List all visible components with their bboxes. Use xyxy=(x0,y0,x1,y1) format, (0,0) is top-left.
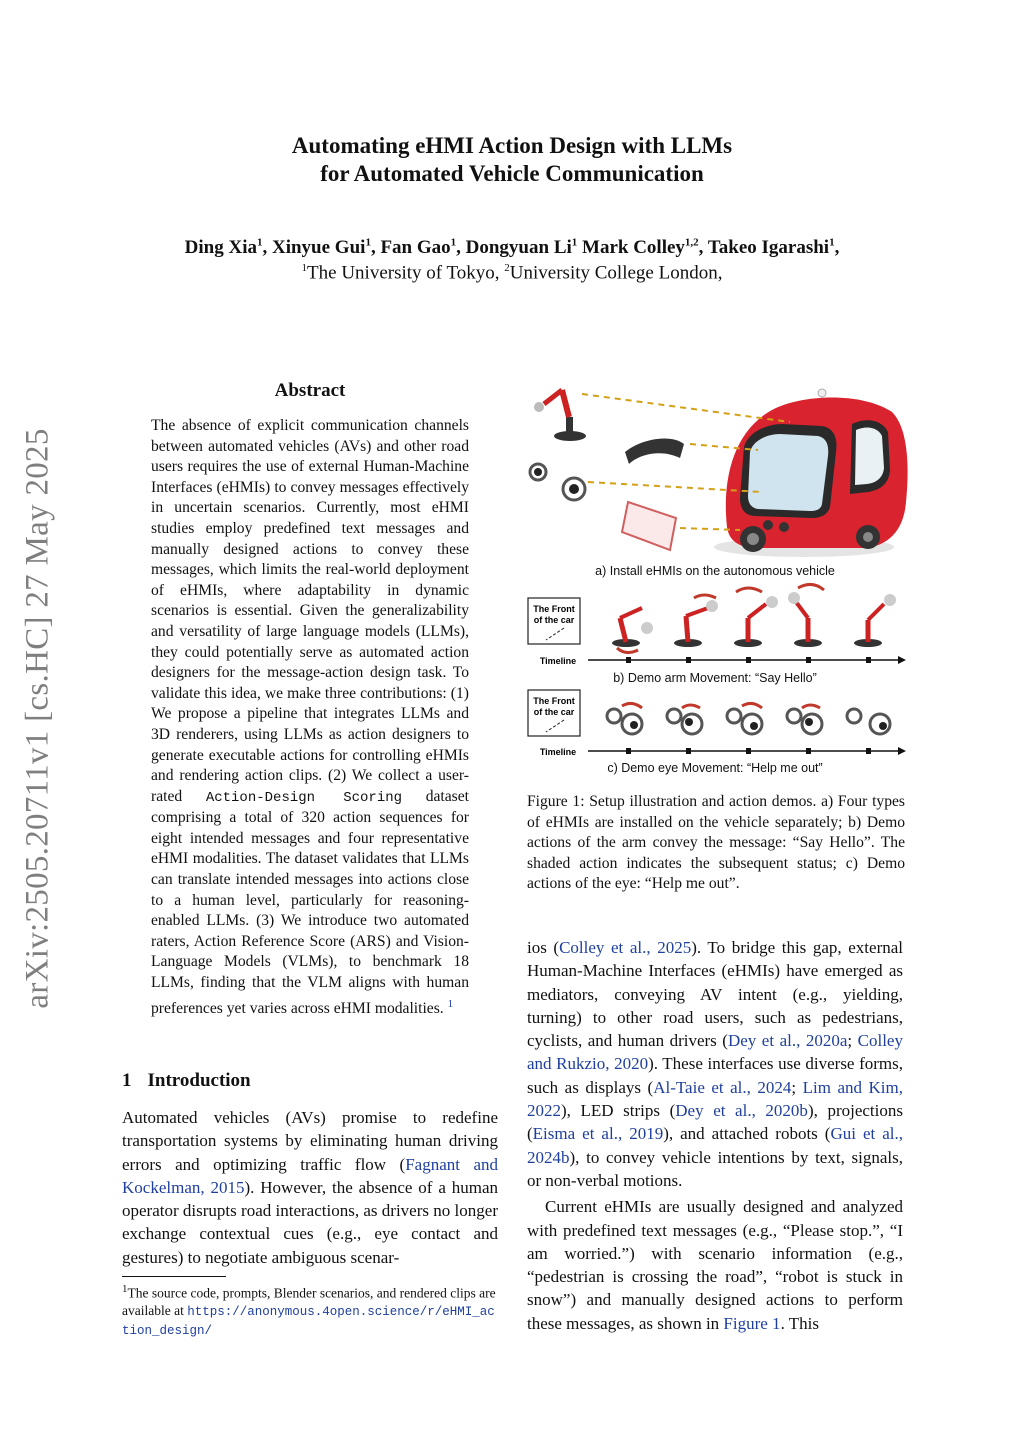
display-panel-icon xyxy=(622,502,676,550)
affiliations: $^1$The University of Tokyo, $^2$University College London, xyxy=(301,262,723,284)
car-illustration xyxy=(714,389,908,557)
intro-paragraph: Automated vehicles (AVs) promise to redefine transportation systems by eliminating human driving errors and optimizing traffic flow (Fagnant and Kockelman, 2015). However, the absence of a human operator disrupts road interactions, as drivers no longer exchange contextual cues (e.g., eye contact and gestures) to negotiate ambiguous scenar- xyxy=(122,1108,499,1267)
timeline-label-b: Timeline xyxy=(539,656,577,666)
svg-text:The Front: The Front xyxy=(533,696,575,706)
svg-text:of the car: of the car xyxy=(533,615,575,625)
front-of-car-box-c xyxy=(528,690,580,736)
citation-link[interactable]: Fagnant and Kockelman, 2015 xyxy=(122,1154,498,1197)
figure-1 xyxy=(522,372,910,784)
timeline-b xyxy=(588,656,906,664)
eye-frame xyxy=(787,705,822,734)
eye-frames xyxy=(607,703,890,734)
author: Mark Colley$^{1,2}$, xyxy=(582,237,708,259)
citation-link[interactable]: Lim and Kim, 2022 xyxy=(527,1077,903,1121)
footnote: $^1$The source code, prompts, Blender scenarios, and rendered clips are available at https://anonymous.4open.science/r/eHMI_action_design/ xyxy=(122,1283,496,1338)
figure-ref-link[interactable]: Figure 1 xyxy=(723,1313,781,1333)
author: Takeo Igarashi$^1$, xyxy=(707,237,840,259)
arm-frame xyxy=(734,588,778,647)
figure-label-a: a) Install eHMIs on the autonomous vehicle xyxy=(595,564,835,578)
title-line-2: for Automated Vehicle Communication xyxy=(320,161,704,186)
figure-caption: Figure 1: Setup illustration and action demos. a) Four types of eHMIs are installed on the vehicle separately; b) Demo actions of the arm convey the message: “Say Hello”. The shaded action indicates the subsequent status; c) Demo actions of the eye: “Help me out”. xyxy=(527,793,905,893)
eyes-icon xyxy=(530,464,585,500)
author: Xinyue Gui$^1$, xyxy=(271,237,381,259)
timeline-c xyxy=(588,747,906,755)
svg-text:The Front: The Front xyxy=(533,604,575,614)
abstract-text: The absence of explicit communication channels between automated vehicles (AVs) and other road users requires the use of external Human-Machine Interfaces (eHMIs) to convey messages effectively in uncertain scenarios. Currently, most eHMI studies employ predefined text messages and manually designed actions to convey these messages, which limits the real-world deployment of eHMIs, where adaptability in dynamic scenarios is essential. Given the generalizability and versatility of large language models (LLMs), they could potentially serve as automated action designers for the message-action design task. To validate this idea, we make three contributions: (1) We propose a pipeline that integrates LLMs and 3D renderers, using LLMs as action designers to generate executable actions for controlling eHMIs and rendering action clips. (2) We collect a user-rated Action-Design Scoring dataset comprising a total of 320 action sequences for eight intended messages and four representative eHMI modalities. The dataset validates that LLMs can translate intended messages into actions close to a human level, particularly for reasoning-enabled LLMs. (3) We introduce two automated raters, Action Reference Score (ARS) and Vision-Language Models (VLMs), to benchmark 18 LLMs, finding that the VLM aligns with human preferences yet varies across eHMI modalities. $^1$ xyxy=(151,417,469,1017)
title-line-1: Automating eHMI Action Design with LLMs xyxy=(291,133,733,158)
timeline-label-c: Timeline xyxy=(539,747,577,757)
citation-link[interactable]: Dey et al., 2020b xyxy=(675,1101,808,1121)
author: Ding Xia$^1$, xyxy=(184,237,272,259)
citation-link[interactable]: Dey et al., 2020a xyxy=(727,1031,848,1051)
led-strip-icon xyxy=(625,438,684,464)
front-of-car-box-b xyxy=(528,598,580,644)
arm-frame xyxy=(612,608,653,653)
svg-text:of the car: of the car xyxy=(533,707,575,717)
footnote-url-link[interactable]: https://anonymous.4open.science/r/eHMI_action_design/ xyxy=(122,1304,495,1338)
eye-frame xyxy=(607,703,642,734)
arxiv-stamp: arXiv:2505.20711v1 [cs.HC] 27 May 2025 xyxy=(19,428,56,1009)
footnote-rule xyxy=(122,1276,226,1277)
citation-link[interactable]: Al-Taie et al., 2024 xyxy=(653,1077,792,1097)
right-column-text xyxy=(527,936,903,1335)
arm-frame xyxy=(788,584,824,647)
citation-link[interactable]: Gui et al., 2024b xyxy=(527,1124,903,1167)
arm-frame xyxy=(674,595,718,647)
footnote-mark[interactable]: 1 xyxy=(447,997,454,1010)
eye-frame xyxy=(847,709,890,734)
paper-title xyxy=(0,132,1024,188)
citation-link[interactable]: Eisma et al., 2019 xyxy=(532,1124,664,1144)
section-heading: 1 Introduction xyxy=(122,1070,251,1091)
figure-label-b: b) Demo arm Movement: “Say Hello” xyxy=(613,671,817,685)
robot-arm-icon xyxy=(534,390,586,441)
eye-frame xyxy=(667,705,702,734)
figure-label-c: c) Demo eye Movement: “Help me out” xyxy=(607,761,823,775)
author: Fan Gao$^1$, xyxy=(380,237,466,259)
author: Dongyuan Li$^1$ xyxy=(465,237,578,259)
arm-frame xyxy=(854,594,896,647)
citation-link[interactable]: Colley et al., 2025 xyxy=(559,938,692,957)
eye-frame xyxy=(727,703,762,734)
paragraph: Current eHMIs are usually designed and analyzed with predefined text messages (e.g., “Please stop.”, “I am worried.”) with scenario information (e.g., “pedestrian is crossing the road”, “robot is stuck in snow”) and manually designed actions to perform these messages, as shown in Figure 1. This xyxy=(527,1197,903,1333)
abstract-heading: Abstract xyxy=(274,380,346,401)
paragraph: ios (Colley et al., 2025). To bridge this gap, external Human-Machine Interfaces (eHMIs) have emerged as mediators, conveying AV intent (e.g., yielding, turning) to other road users, such as pedestrians, cyclists, and human drivers (Dey et al., 2020a; Colley and Rukzio, 2020). These interfaces use diverse forms, such as displays (Al-Taie et al., 2024; Lim and Kim, 2022), LED strips (Dey et al., 2020b), projections (Eisma et al., 2019), and attached robots (Gui et al., 2024b), to convey vehicle intentions by text, signals, or non-verbal motions. xyxy=(527,938,904,1190)
author-list xyxy=(0,237,1024,259)
citation-link[interactable]: Colley and Rukzio, 2020 xyxy=(527,1031,903,1074)
dataset-name: Action-Design Scoring xyxy=(205,789,403,806)
